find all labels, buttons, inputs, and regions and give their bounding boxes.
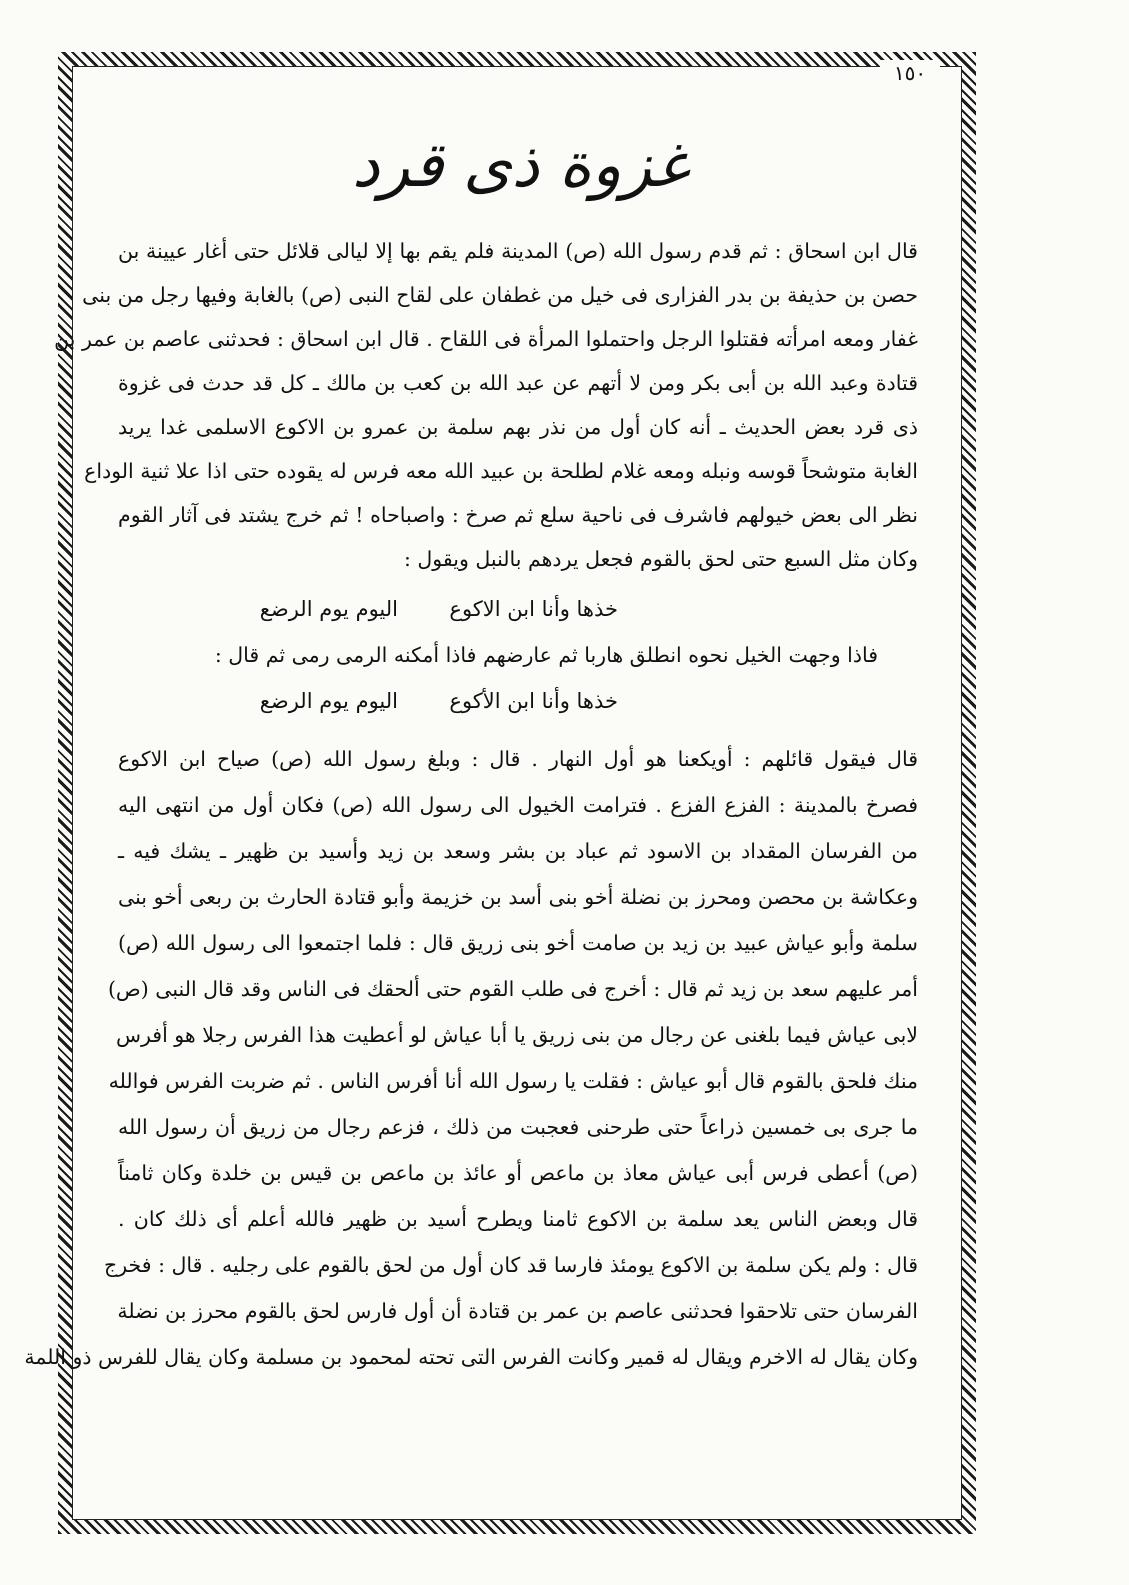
- verse-hemistich-second: اليوم يوم الرضع: [259, 689, 398, 713]
- verse-hemistich-first: خذها وأنا ابن الاكوع: [449, 597, 618, 621]
- verse-line: [118, 682, 918, 720]
- page-number: ١٥٠: [880, 60, 940, 86]
- text-line: ما جرى بى خمسين ذراعاً حتى طرحنى فعجبت من ذلك ، فزعم رجال من زريق أن رسول الله: [118, 1115, 918, 1139]
- text-line: منك فلحق بالقوم قال أبو عياش : فقلت يا رسول الله أنا أفرس الناس . ثم ضربت الفرس فوالله: [108, 1069, 918, 1093]
- text-line: (ص) أعطى فرس أبى عياش معاذ بن ماعص أو عائذ بن ماعص بن قيس بن خلدة وكان ثامناً: [118, 1161, 918, 1185]
- text-line: قال : ولم يكن سلمة بن الاكوع يومئذ فارسا قد كان أول من لحق بالقوم على رجليه . قال : فخرج: [104, 1253, 918, 1277]
- text-line: قال وبعض الناس يعد سلمة بن الاكوع ثامنا ويطرح أسيد بن ظهير فالله أعلم أى ذلك كان .: [118, 1207, 918, 1231]
- text-line: أمر عليهم سعد بن زيد ثم قال : أخرج فى طلب القوم حتى ألحقك فى الناس وقد قال النبى (ص): [107, 977, 918, 1001]
- text-line: قال فيقول قائلهم : أويكعنا هو أول النهار . قال : وبلغ رسول الله (ص) صياح ابن الاكوع: [118, 747, 918, 771]
- text-line: وعكاشة بن محصن ومحرز بن نضلة أخو بنى أسد بن خزيمة وأبو قتادة الحارث بن ربعى أخو بنى: [118, 885, 918, 909]
- text-line: حصن بن حذيفة بن بدر الفزارى فى خيل من غطفان على لقاح النبى (ص) بالغابة وفيها رجل من بنى: [82, 283, 918, 307]
- text-line: قتادة وعبد الله بن أبى بكر ومن لا أتهم عن عبد الله بن كعب بن مالك ـ كل قد حدث فى غزوة: [118, 371, 918, 395]
- text-line: من الفرسان المقداد بن الاسود ثم عباد بن بشر وسعد بن زيد وأسيد بن ظهير ـ يشك فيه ـ: [118, 839, 918, 863]
- verse-hemistich-first: خذها وأنا ابن الأكوع: [449, 689, 618, 713]
- text-line: لابى عياش فيما بلغنى عن رجال من بنى زريق يا أبا عياش لو أعطيت هذا الفرس رجلا هو أفرس: [115, 1023, 918, 1047]
- verse-line: [118, 590, 918, 628]
- text-line: وكان يقال له الاخرم ويقال له قمير وكانت الفرس التى تحته لمحمود بن مسلمة وكان يقال للفرس ذو اللمة: [24, 1345, 918, 1369]
- text-line: ذى قرد بعض الحديث ـ أنه كان أول من نذر بهم سلمة بن عمرو بن الاكوع الاسلمى غدا يريد: [118, 415, 918, 439]
- text-line: غفار ومعه امرأته فقتلوا الرجل واحتملوا المرأة فى اللقاح . قال ابن اسحاق : فحدثنى عاصم بن عمر بن: [54, 327, 918, 351]
- text-line: فصرخ بالمدينة : الفزع الفزع . فترامت الخيول الى رسول الله (ص) فكان أول من انتهى اليه: [118, 793, 918, 817]
- text-line: وكان مثل السبع حتى لحق بالقوم فجعل يردهم بالنبل ويقول :: [403, 547, 918, 571]
- text-line: قال ابن اسحاق : ثم قدم رسول الله (ص) المدينة فلم يقم بها إلا ليالى قلائل حتى أغار عيينة بن: [118, 239, 918, 263]
- text-line: الغابة متوشحاً قوسه ونبله ومعه غلام لطلحة بن عبيد الله معه فرس له يقوده حتى اذا علا ثنية الوداع: [84, 459, 918, 483]
- text-line: نظر الى بعض خيولهم فاشرف فى ناحية سلع ثم صرخ : واصباحاه ! ثم خرج يشتد فى آثار القوم: [118, 503, 918, 527]
- chapter-title: غزوة ذى قرد: [351, 128, 689, 201]
- verse-hemistich-second: اليوم يوم الرضع: [259, 597, 398, 621]
- text-line: سلمة وأبو عياش عبيد بن زيد بن صامت أخو بنى زريق قال : فلما اجتمعوا الى رسول الله (ص): [118, 931, 918, 955]
- text-line: فاذا وجهت الخيل نحوه انطلق هاربا ثم عارضهم فاذا أمكنه الرمى رمى ثم قال :: [214, 643, 878, 667]
- text-line: الفرسان حتى تلاحقوا فحدثنى عاصم بن عمر بن قتادة أن أول فارس لحق بالقوم محرز بن نضلة: [117, 1299, 918, 1323]
